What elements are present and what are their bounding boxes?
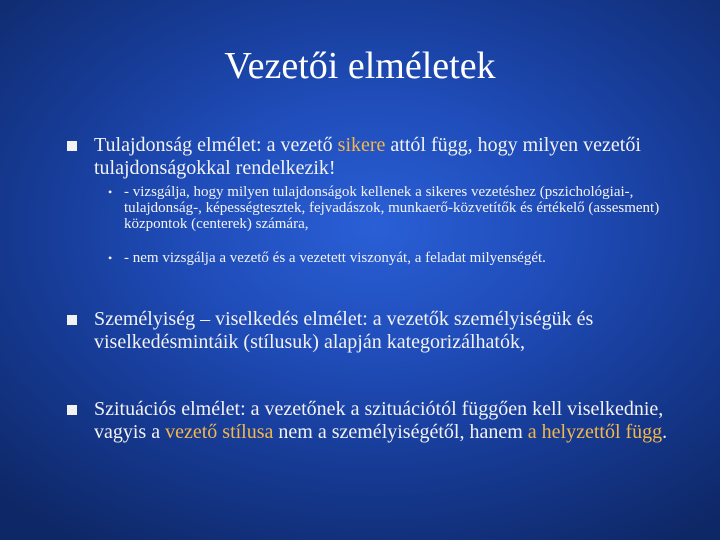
bullet-text: Személyiség – viselkedés elmélet: a vezetők <box>94 308 449 330</box>
dot-bullet-icon: • <box>108 251 113 265</box>
highlight-text: a helyzettől függ <box>522 421 663 443</box>
sub-bullet-item <box>108 184 668 232</box>
bullet-text: Szituációs elmélet: a vezetőnek a szituációtól függően kell viselkednie, vagyis a <box>94 398 664 443</box>
bullet-text: . <box>662 421 668 443</box>
highlight-text: vezető stílusa <box>160 421 274 443</box>
square-bullet-icon <box>67 405 77 415</box>
slide-title: Vezetői elméletek <box>224 45 496 87</box>
bullet-text: Tulajdonság elmélet: a vezető <box>94 134 333 156</box>
bullet-szemelyiseg-elmelet <box>94 308 704 354</box>
bullet-text: nem a személyiségétől, hanem <box>273 421 523 443</box>
bullet-tulajdonsag-elmelet <box>94 134 704 180</box>
bullet-text: és viselkedésmintáik (stílusuk) alapján kategorizálhatók, <box>94 308 594 353</box>
dot-bullet-icon: • <box>108 185 113 199</box>
square-bullet-icon <box>67 315 77 325</box>
highlight-text: sikere <box>332 134 386 156</box>
bullet-text: attól függ, hogy milyen vezetői tulajdonságok <box>94 134 641 179</box>
sub-bullet-text: - vizsgálja, hogy milyen tulajdonságok kellenek a sikeres vezetéshez (pszichológiai-, tulajdonság-, képességtesztek, fejvadászok, munkaerő-közvetítők és értékelő (assesment) központok (centerek) számára, <box>124 184 660 232</box>
sub-bullet-item <box>108 250 668 266</box>
bullet-text: személyiségük <box>448 308 572 330</box>
sub-bullet-text: - nem vizsgálja a vezető és a vezetett viszonyát, a feladat milyenségét. <box>124 250 546 266</box>
square-bullet-icon <box>67 141 77 151</box>
bullet-szituacios-elmelet <box>94 398 704 444</box>
bullet-text: kal rendelkezik! <box>206 157 336 179</box>
